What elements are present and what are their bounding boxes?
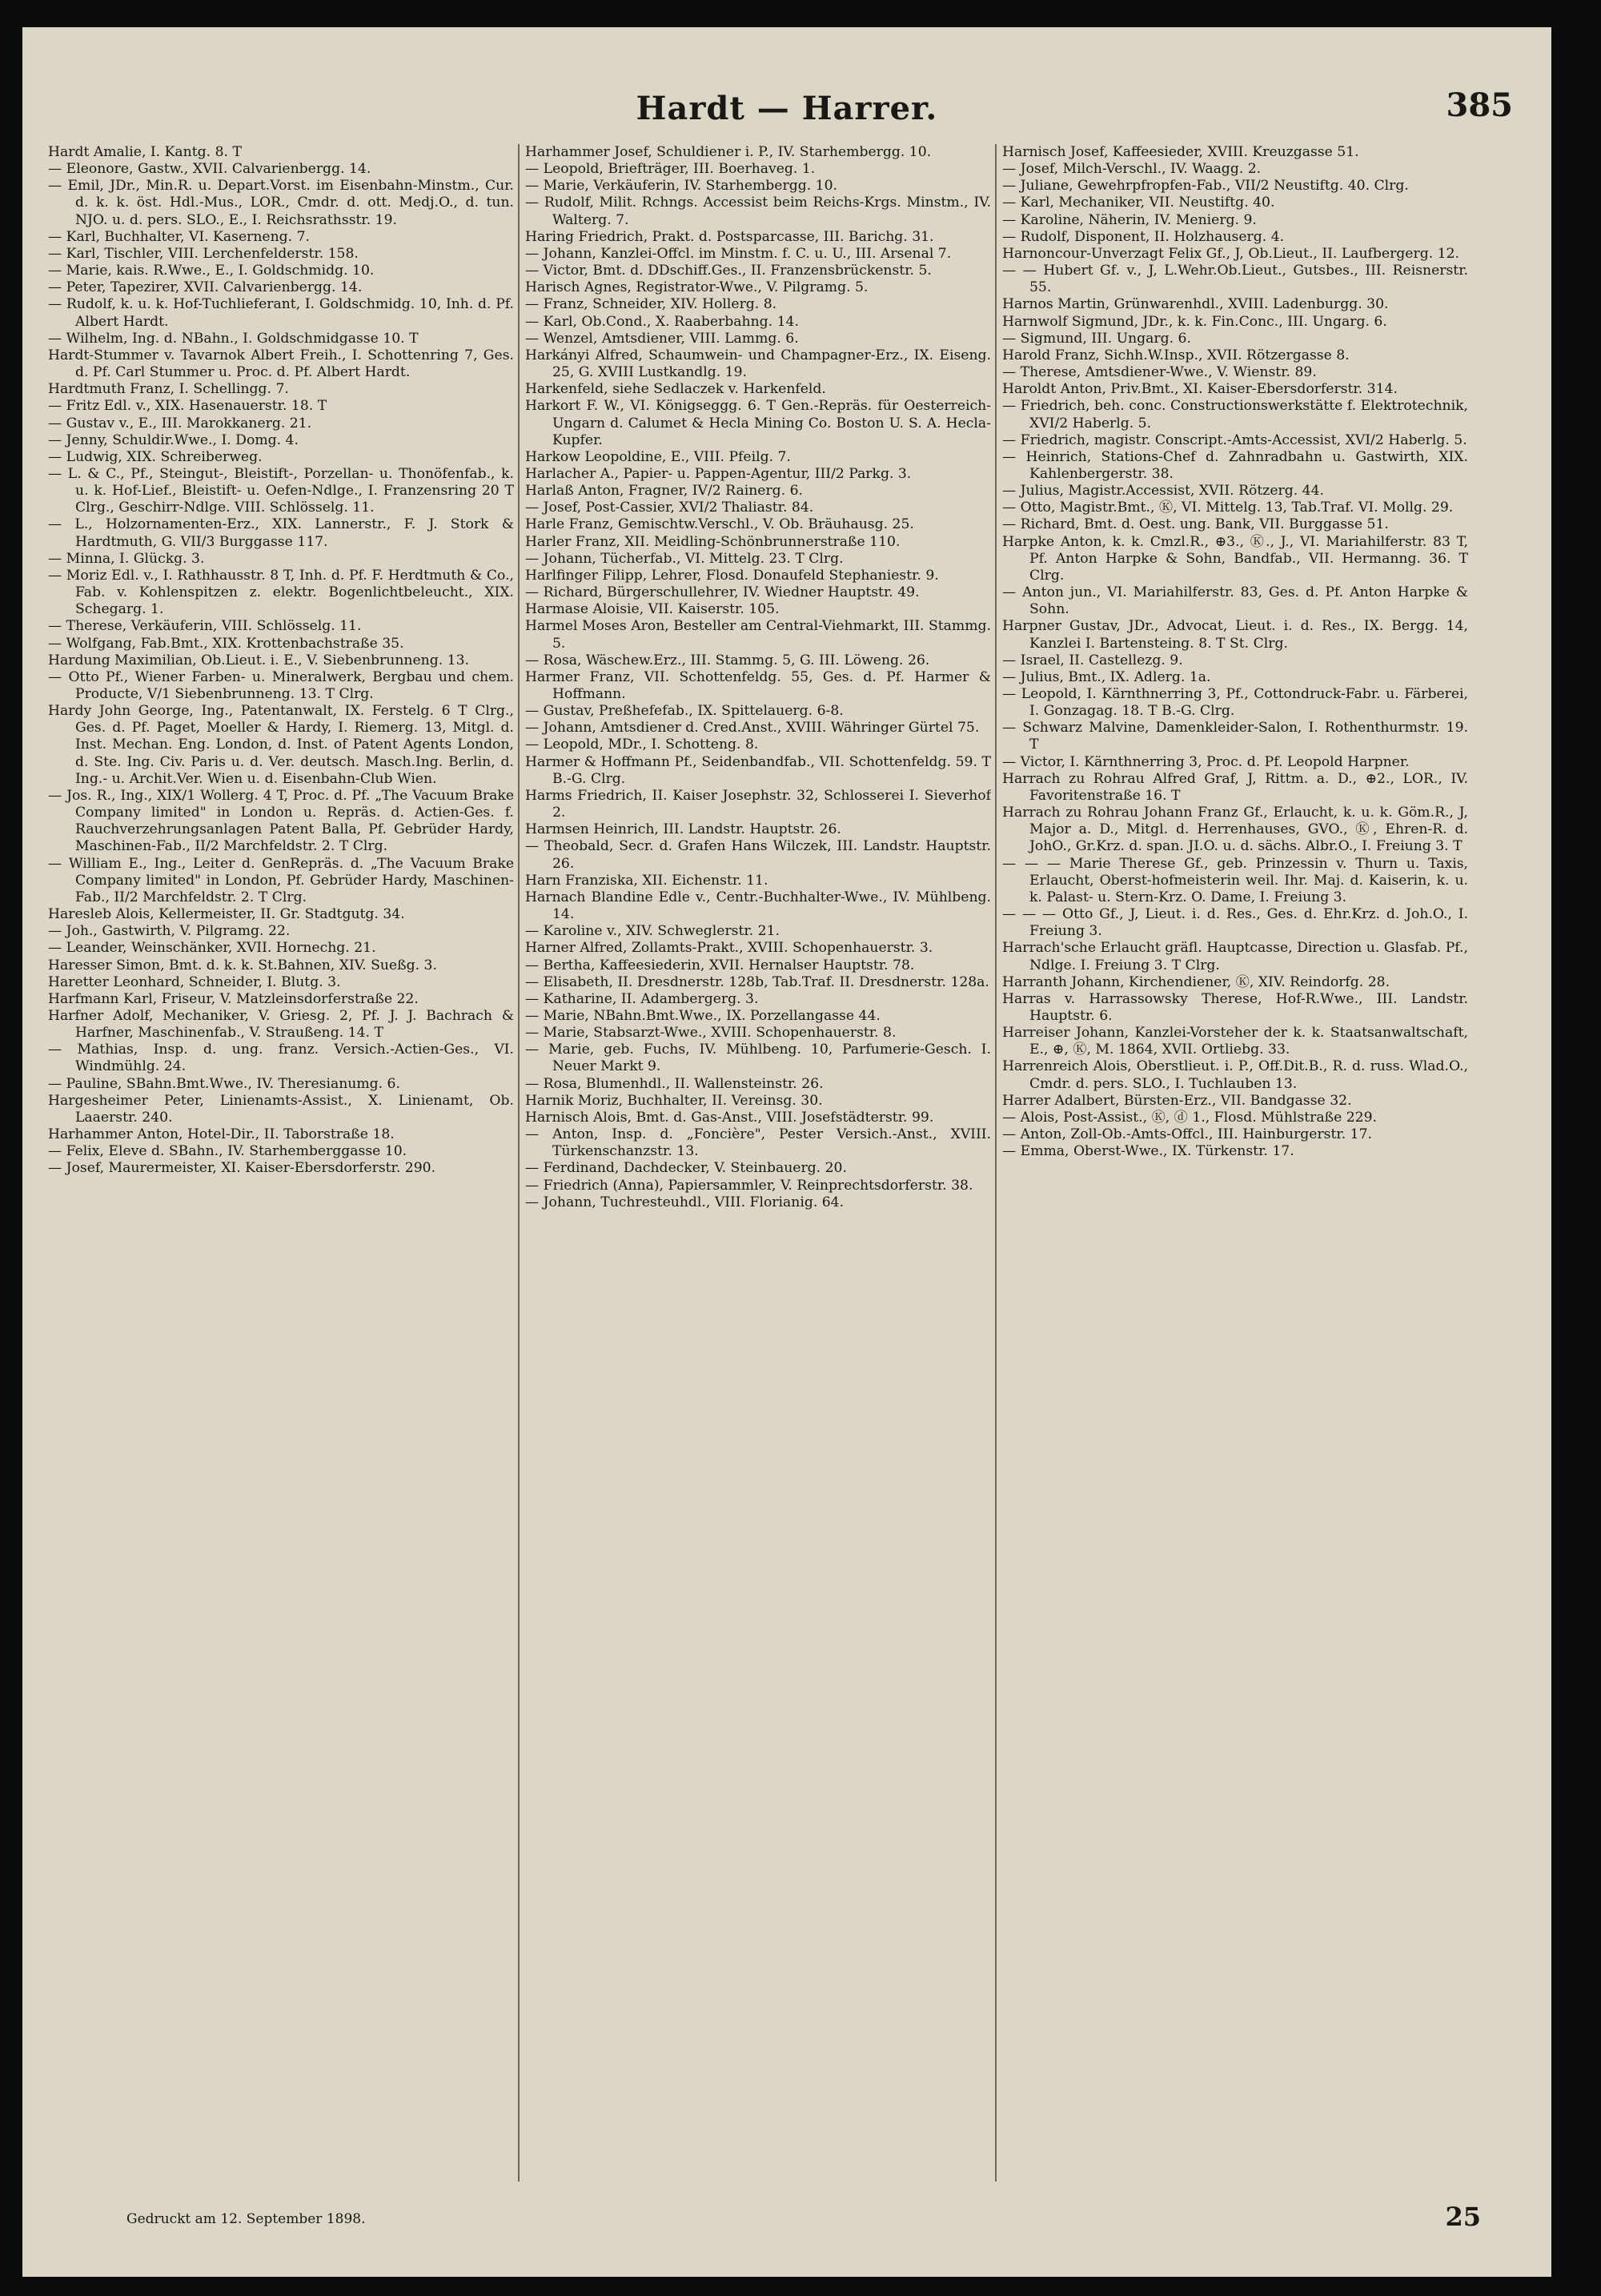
entry-text: Harmsen Heinrich, III. Landstr. Hauptstr. 26. xyxy=(525,821,841,838)
directory-entry xyxy=(48,1042,514,1075)
directory-entry xyxy=(48,331,514,347)
entry-text: — Karoline, Näherin, IV. Menierg. 9. xyxy=(1002,211,1257,228)
entry-text: — Alois, Post-Assist., Ⓚ, ⓓ 1., Flosd. Mühlstraße 229. xyxy=(1002,1109,1377,1126)
column-divider xyxy=(518,144,520,2182)
entry-text: — Schwarz Malvine, Damenkleider-Salon, I. Rothenthurmstr. 19. T xyxy=(1002,720,1468,753)
entry-text: — Victor, I. Kärnthnerring 3, Proc. d. Pf. Leopold Harpner. xyxy=(1002,753,1410,770)
entry-text: Hardy John George, Ing., Patentanwalt, IX. Ferstelg. 6 T Clrg., Ges. d. Pf. Paget, Moeller & Hardy, I. Riemerg. 13, Mitgl. d. Inst. Mechan. Eng. London, d. Inst. of Patent Agents London, d. Ste. Ing. Civ. Paris u. d. Ver. deutsch. Masch.Ing. Berlin, d. Ing.- u. Archit.Ver. Wien u. d. Eisenbahn-Club Wien. xyxy=(48,703,514,787)
directory-entry xyxy=(525,1025,991,1042)
column-left xyxy=(48,144,514,2194)
entry-text: Hargesheimer Peter, Linienamts-Assist., X. Linienamt, Ob. Laaerstr. 240. xyxy=(48,1092,514,1126)
entry-text: Harnos Martin, Grünwarenhdl., XVIII. Ladenburgg. 30. xyxy=(1002,296,1389,313)
entry-text: — Julius, Magistr.Accessist, XVII. Rötzerg. 44. xyxy=(1002,483,1324,500)
directory-entry xyxy=(1002,449,1468,483)
sheet-signature: 25 xyxy=(1445,2202,1481,2232)
directory-entry xyxy=(48,449,514,466)
entry-text: — Rudolf, Milit. Rchngs. Accessist beim Reichs-Krgs. Minstm., IV. Walterg. 7. xyxy=(525,195,991,228)
column-divider xyxy=(995,144,997,2182)
entry-text: — Anton, Insp. d. „Foncière", Pester Versich.-Anst., XVIII. Türkenschanzstr. 13. xyxy=(525,1126,991,1160)
directory-entry xyxy=(1002,296,1468,313)
page-number: 385 xyxy=(1446,86,1513,124)
entry-text: — Friedrich, beh. conc. Constructionswerkstätte f. Elektrotechnik, XVI/2 Haberlg. 5. xyxy=(1002,398,1468,432)
entry-text: — Anton, Zoll-Ob.-Amts-Offcl., III. Hainburgerstr. 17. xyxy=(1002,1126,1372,1143)
entry-text: Haresleb Alois, Kellermeister, II. Gr. Stadtgutg. 34. xyxy=(48,906,405,923)
entry-text: — Julius, Bmt., IX. Adlerg. 1a. xyxy=(1002,668,1211,685)
directory-entry xyxy=(525,246,991,263)
directory-entry xyxy=(525,449,991,466)
directory-entry xyxy=(1002,1093,1468,1110)
entry-text: — Rudolf, k. u. k. Hof-Tuchlieferant, I. Goldschmidg. 10, Inh. d. Pf. Albert Hardt. xyxy=(48,296,514,330)
entry-text: — Leopold, I. Kärnthnerring 3, Pf., Cottondruck-Fabr. u. Färberei, I. Gonzagag. 18. T B.-G. Clrg. xyxy=(1002,686,1468,720)
entry-text: — Marie, geb. Fuchs, IV. Mühlbeng. 10, Parfumerie-Gesch. I. Neuer Markt 9. xyxy=(525,1042,991,1075)
directory-entry xyxy=(525,584,991,601)
entry-text: — Marie, kais. R.Wwe., E., I. Goldschmidg. 10. xyxy=(48,263,375,279)
directory-entry xyxy=(525,940,991,957)
directory-entry xyxy=(525,1042,991,1075)
directory-entry xyxy=(525,381,991,398)
entry-text: — Leopold, Briefträger, III. Boerhaveg. 1. xyxy=(525,161,816,178)
entry-text: — Josef, Maurermeister, XI. Kaiser-Ebersdorferstr. 290. xyxy=(48,1160,436,1177)
entry-text: Harkenfeld, siehe Sedlaczek v. Harkenfeld. xyxy=(525,381,826,398)
entry-text: Hardt Amalie, I. Kantg. 8. T xyxy=(48,144,242,160)
entry-text: — Karl, Tischler, VIII. Lerchenfelderstr. 158. xyxy=(48,245,359,262)
entry-text: — Friedrich (Anna), Papiersammler, V. Reinprechtsdorferstr. 38. xyxy=(525,1177,973,1194)
directory-entry xyxy=(1002,669,1468,686)
entry-text: Hardtmuth Franz, I. Schellingg. 7. xyxy=(48,381,289,398)
directory-entry xyxy=(1002,1110,1468,1126)
entry-text: — Eleonore, Gastw., XVII. Calvarienbergg. 14. xyxy=(48,161,371,178)
entry-text: — Marie, Stabsarzt-Wwe., XVIII. Schopenhauerstr. 8. xyxy=(525,1025,897,1042)
directory-entry xyxy=(48,669,514,703)
directory-entry xyxy=(1002,1058,1468,1092)
directory-entry xyxy=(1002,364,1468,381)
entry-text: Harnisch Alois, Bmt. d. Gas-Anst., VIII. Josefstädterstr. 99. xyxy=(525,1109,934,1126)
directory-entry xyxy=(48,568,514,618)
directory-entry xyxy=(525,991,991,1008)
entry-text: — Richard, Bürgerschullehrer, IV. Wiedner Hauptstr. 49. xyxy=(525,584,920,601)
entry-text: — Felix, Eleve d. SBahn., IV. Starhemberggasse 10. xyxy=(48,1143,407,1160)
directory-entry xyxy=(525,601,991,618)
directory-entry xyxy=(525,923,991,940)
directory-entry xyxy=(525,466,991,483)
directory-page xyxy=(22,27,1551,2277)
directory-entry xyxy=(1002,686,1468,720)
directory-entry xyxy=(1002,771,1468,805)
entry-text: — Jenny, Schuldir.Wwe., I. Domg. 4. xyxy=(48,432,299,448)
directory-entry xyxy=(1002,144,1468,161)
directory-entry xyxy=(525,516,991,533)
entry-text: Harrenreich Alois, Oberstlieut. i. P., Off.Dit.B., R. d. russ. Wlad.O., Cmdr. d. pers. SLO., I. Tuchlauben 13. xyxy=(1002,1058,1468,1092)
directory-entry xyxy=(525,720,991,737)
directory-entry xyxy=(525,873,991,889)
directory-entry xyxy=(1002,398,1468,432)
directory-entry xyxy=(1002,314,1468,331)
entry-text: Haring Friedrich, Prakt. d. Postsparcasse, III. Barichg. 31. xyxy=(525,228,934,245)
directory-entry xyxy=(1002,212,1468,229)
entry-text: Harlacher A., Papier- u. Pappen-Agentur, III/2 Parkg. 3. xyxy=(525,465,912,482)
directory-entry xyxy=(1002,516,1468,533)
entry-text: Harrach zu Rohrau Alfred Graf, J, Rittm. a. D., ⊕2., LOR., IV. Favoritenstraße 16. T xyxy=(1002,770,1468,804)
directory-entry xyxy=(525,889,991,923)
directory-entry xyxy=(48,636,514,652)
directory-entry xyxy=(48,516,514,550)
directory-entry xyxy=(48,381,514,398)
directory-entry xyxy=(1002,1126,1468,1143)
entry-text: Harras v. Harrassowsky Therese, Hof-R.Wwe., III. Landstr. Hauptstr. 6. xyxy=(1002,990,1468,1024)
directory-entry xyxy=(48,1160,514,1177)
directory-entry xyxy=(1002,483,1468,500)
entry-text: — Franz, Schneider, XIV. Hollerg. 8. xyxy=(525,296,777,313)
entry-text: — Gustav v., E., III. Marokkanerg. 21. xyxy=(48,415,312,432)
printer-imprint: Gedruckt am 12. September 1898. xyxy=(126,2211,366,2227)
directory-entry xyxy=(525,1110,991,1126)
entry-text: Harle Franz, Gemischtw.Verschl., V. Ob. Bräuhausg. 25. xyxy=(525,516,914,533)
entry-text: Harmase Aloisie, VII. Kaiserstr. 105. xyxy=(525,601,780,618)
directory-entry xyxy=(1002,500,1468,516)
directory-entry xyxy=(525,788,991,821)
column-right xyxy=(1002,144,1468,2194)
directory-entry xyxy=(48,246,514,263)
directory-entry xyxy=(1002,754,1468,771)
running-head: Hardt — Harrer. xyxy=(636,90,938,127)
entry-text: — Wolfgang, Fab.Bmt., XIX. Krottenbachstraße 35. xyxy=(48,635,404,652)
entry-text: — Victor, Bmt. d. DDschiff.Ges., II. Franzensbrückenstr. 5. xyxy=(525,263,932,279)
directory-entry xyxy=(525,178,991,195)
entry-text: Harold Franz, Sichh.W.Insp., XVII. Rötzergasse 8. xyxy=(1002,347,1350,363)
directory-entry xyxy=(1002,534,1468,584)
directory-entry xyxy=(48,856,514,906)
entry-text: Hardt-Stummer v. Tavarnok Albert Freih., I. Schottenring 7, Ges. d. Pf. Carl Stummer u. Proc. d. Pf. Albert Hardt. xyxy=(48,347,514,381)
directory-entry xyxy=(48,551,514,568)
entry-text: — Karl, Mechaniker, VII. Neustiftg. 40. xyxy=(1002,195,1275,211)
directory-entry xyxy=(1002,246,1468,263)
directory-entry xyxy=(1002,1143,1468,1160)
directory-entry xyxy=(48,263,514,279)
entry-text: — Wenzel, Amtsdiener, VIII. Lammg. 6. xyxy=(525,330,799,347)
directory-entry xyxy=(525,483,991,500)
directory-entry xyxy=(1002,1025,1468,1058)
entry-text: Harranth Johann, Kirchendiener, Ⓚ, XIV. Reindorfg. 28. xyxy=(1002,973,1390,990)
directory-entry xyxy=(1002,584,1468,618)
entry-text: Haresser Simon, Bmt. d. k. k. St.Bahnen, XIV. Sueßg. 3. xyxy=(48,957,437,973)
directory-entry xyxy=(525,551,991,568)
entry-text: — Johann, Kanzlei-Offcl. im Minstm. f. C. u. U., III. Arsenal 7. xyxy=(525,245,952,262)
entry-text: — — — Otto Gf., J, Lieut. i. d. Res., Ges. d. Ehr.Krz. d. Joh.O., I. Freiung 3. xyxy=(1002,906,1468,940)
entry-text: Harner Alfred, Zollamts-Prakt., XVIII. Schopenhauerstr. 3. xyxy=(525,940,933,957)
entry-text: Harms Friedrich, II. Kaiser Josephstr. 32, Schlosserei I. Sieverhof 2. xyxy=(525,787,991,821)
directory-entry xyxy=(525,957,991,974)
directory-entry xyxy=(525,1178,991,1194)
entry-text: Harnach Blandine Edle v., Centr.-Buchhalter-Wwe., IV. Mühlbeng. 14. xyxy=(525,889,991,923)
entry-text: — Jos. R., Ing., XIX/1 Wollerg. 4 T, Proc. d. Pf. „The Vacuum Brake Company limited" in London u. Repräs. d. Actien-Ges. f. Rauchverzehrungsanlagen Patent Balla, Pf. Gebrüder Hardy, Maschinen-Fab., II/2 Marchfeldstr. 2. T Clrg. xyxy=(48,787,514,855)
entry-text: — Wilhelm, Ing. d. NBahn., I. Goldschmidgasse 10. T xyxy=(48,330,419,347)
directory-entry xyxy=(525,263,991,279)
entry-text: Harfmann Karl, Friseur, V. Matzleinsdorferstraße 22. xyxy=(48,990,419,1007)
entry-text: Harnisch Josef, Kaffeesieder, XVIII. Kreuzgasse 51. xyxy=(1002,144,1359,160)
directory-entry xyxy=(48,703,514,788)
directory-entry xyxy=(525,1194,991,1211)
directory-entry xyxy=(48,296,514,330)
entry-text: — Otto Pf., Wiener Farben- u. Mineralwerk, Bergbau und chem. Producte, V/1 Siebenbrunneng. 13. T Clrg. xyxy=(48,668,514,702)
directory-entry xyxy=(525,1008,991,1025)
entry-text: Harreiser Johann, Kanzlei-Vorsteher der k. k. Staatsanwaltschaft, E., ⊕, Ⓚ, M. 1864, XVII. Ortliebg. 33. xyxy=(1002,1025,1468,1058)
entry-text: — Marie, NBahn.Bmt.Wwe., IX. Porzellangasse 44. xyxy=(525,1007,881,1024)
entry-text: — Katharine, II. Adambergerg. 3. xyxy=(525,990,759,1007)
directory-entry xyxy=(525,296,991,313)
directory-entry xyxy=(525,1076,991,1093)
directory-entry xyxy=(1002,263,1468,296)
directory-entry xyxy=(48,940,514,957)
directory-entry xyxy=(1002,381,1468,398)
directory-entry xyxy=(48,229,514,246)
entry-text: — Ludwig, XIX. Schreiberweg. xyxy=(48,448,263,465)
entry-text: — Emma, Oberst-Wwe., IX. Türkenstr. 17. xyxy=(1002,1143,1294,1160)
directory-entry xyxy=(525,838,991,872)
entry-text: — Karl, Buchhalter, VI. Kaserneng. 7. xyxy=(48,228,310,245)
entry-text: — Fritz Edl. v., XIX. Hasenauerstr. 18. T xyxy=(48,398,327,415)
directory-entry xyxy=(525,195,991,228)
entry-text: Harisch Agnes, Registrator-Wwe., V. Pilgramg. 5. xyxy=(525,279,869,296)
entry-text: — Rudolf, Disponent, II. Holzhauserg. 4. xyxy=(1002,228,1285,245)
directory-entry xyxy=(48,652,514,669)
directory-entry xyxy=(1002,347,1468,364)
directory-entry xyxy=(48,398,514,415)
entry-text: Harrach zu Rohrau Johann Franz Gf., Erlaucht, k. u. k. Göm.R., J, Major a. D., Mitgl. d. Herrenhauses, GVO., Ⓚ, Ehren-R. d. JohO., Gr.Krz. d. span. JI.O. u. d. sächs. Albr.O., I. Freiung 3. T xyxy=(1002,805,1468,855)
directory-entry xyxy=(48,144,514,161)
directory-entry xyxy=(525,974,991,991)
directory-entry xyxy=(525,568,991,584)
entry-text: — Karl, Ob.Cond., X. Raaberbahng. 14. xyxy=(525,313,799,330)
directory-entry xyxy=(525,398,991,448)
directory-entry xyxy=(1002,229,1468,246)
entry-text: — Heinrich, Stations-Chef d. Zahnradbahn u. Gastwirth, XIX. Kahlenbergerstr. 38. xyxy=(1002,448,1468,482)
entry-text: — — — Marie Therese Gf., geb. Prinzessin v. Thurn u. Taxis, Erlaucht, Oberst-hofmeisterin weil. Ihr. Maj. d. Kaiserin, k. u. k. Palast- u. Stern-Krz. O. Dame, I. Freiung 3. xyxy=(1002,855,1468,905)
entry-text: Harrer Adalbert, Bürsten-Erz., VII. Bandgasse 32. xyxy=(1002,1092,1352,1109)
entry-text: Harlaß Anton, Fragner, IV/2 Rainerg. 6. xyxy=(525,483,804,500)
entry-text: Harmer Franz, VII. Schottenfeldg. 55, Ges. d. Pf. Harmer & Hoffmann. xyxy=(525,668,991,702)
entry-text: — L. & C., Pf., Steingut-, Bleistift-, Porzellan- u. Thonöfenfab., k. u. k. Hof-Lief., Bleistift- u. Oefen-Ndlge., I. Franzensring 20 T Clrg., Geschirr-Ndlge. VIII. Schlösselg. 11. xyxy=(48,465,514,516)
entry-text: — Minna, I. Glückg. 3. xyxy=(48,550,205,567)
directory-entry xyxy=(48,1126,514,1143)
directory-entry xyxy=(48,906,514,923)
entry-text: — Rosa, Blumenhdl., II. Wallensteinstr. 26. xyxy=(525,1075,824,1092)
directory-entry xyxy=(48,991,514,1008)
entry-text: — Theobald, Secr. d. Grafen Hans Wilczek, III. Landstr. Hauptstr. 26. xyxy=(525,838,991,872)
directory-entry xyxy=(525,331,991,347)
entry-text: Harn Franziska, XII. Eichenstr. 11. xyxy=(525,872,768,889)
entry-text: — Joh., Gastwirth, V. Pilgramg. 22. xyxy=(48,923,291,940)
entry-text: — Emil, JDr., Min.R. u. Depart.Vorst. im Eisenbahn-Minstm., Cur. d. k. k. öst. Hdl.-Mus., LOR., Cmdr. d. ott. Medj.O., d. tun. NJO. u. d. pers. SLO., E., I. Reichsrathsstr. 19. xyxy=(48,178,514,228)
directory-entry xyxy=(525,229,991,246)
directory-entry xyxy=(1002,940,1468,973)
entry-text: Harmer & Hoffmann Pf., Seidenbandfab., VII. Schottenfeldg. 59. T B.-G. Clrg. xyxy=(525,753,991,787)
entry-text: — Gustav, Preßhefefab., IX. Spittelauerg. 6-8. xyxy=(525,703,844,720)
column-middle xyxy=(525,144,991,2194)
directory-entry xyxy=(1002,974,1468,991)
entry-text: Hardung Maximilian, Ob.Lieut. i. E., V. Siebenbrunneng. 13. xyxy=(48,652,469,668)
directory-entry xyxy=(525,1160,991,1177)
directory-entry xyxy=(525,347,991,381)
entry-text: Harlfinger Filipp, Lehrer, Flosd. Donaufeld Stephaniestr. 9. xyxy=(525,567,939,584)
directory-entry xyxy=(525,821,991,838)
directory-entry xyxy=(1002,331,1468,347)
directory-entry xyxy=(48,161,514,178)
entry-text: — Johann, Tuchresteuhdl., VIII. Florianig. 64. xyxy=(525,1194,845,1210)
directory-entry xyxy=(525,618,991,652)
directory-entry xyxy=(1002,195,1468,211)
directory-entry xyxy=(525,1126,991,1160)
entry-text: — Johann, Tücherfab., VI. Mittelg. 23. T Clrg. xyxy=(525,550,844,567)
directory-entry xyxy=(525,652,991,669)
entry-text: — Otto, Magistr.Bmt., Ⓚ, VI. Mittelg. 13, Tab.Traf. VI. Mollg. 29. xyxy=(1002,500,1454,516)
directory-entry xyxy=(48,1093,514,1126)
directory-entry xyxy=(1002,856,1468,906)
entry-text: — Pauline, SBahn.Bmt.Wwe., IV. Theresianumg. 6. xyxy=(48,1075,400,1092)
entry-text: Harhammer Josef, Schuldiener i. P., IV. Starhembergg. 10. xyxy=(525,144,932,160)
entry-text: Harkow Leopoldine, E., VIII. Pfeilg. 7. xyxy=(525,448,791,465)
entry-text: — Leander, Weinschänker, XVII. Hornechg. 21. xyxy=(48,940,376,957)
directory-entry xyxy=(48,923,514,940)
directory-entry xyxy=(525,703,991,720)
directory-entry xyxy=(1002,805,1468,855)
directory-entry xyxy=(48,1143,514,1160)
directory-entry xyxy=(1002,618,1468,652)
entry-text: — Ferdinand, Dachdecker, V. Steinbauerg. 20. xyxy=(525,1160,847,1177)
entry-text: — Moriz Edl. v., I. Rathhausstr. 8 T, Inh. d. Pf. F. Herdtmuth & Co., Fab. v. Kohlenspitzen z. elektr. Bogenlichtbeleucht., XIX. Schegarg. 1. xyxy=(48,567,514,618)
directory-entry xyxy=(48,178,514,228)
entry-text: Harhammer Anton, Hotel-Dir., II. Taborstraße 18. xyxy=(48,1126,395,1143)
entry-text: — Josef, Milch-Verschl., IV. Waagg. 2. xyxy=(1002,161,1262,178)
entry-text: Harnoncour-Unverzagt Felix Gf., J, Ob.Lieut., II. Laufbergerg. 12. xyxy=(1002,245,1459,262)
entry-text: — Karoline v., XIV. Schweglerstr. 21. xyxy=(525,923,780,940)
directory-entry xyxy=(525,279,991,296)
entry-text: — Israel, II. Castellezg. 9. xyxy=(1002,652,1183,668)
entry-text: — Therese, Amtsdiener-Wwe., V. Wienstr. 89. xyxy=(1002,364,1317,381)
directory-entry xyxy=(525,1093,991,1110)
entry-text: — Elisabeth, II. Dresdnerstr. 128b, Tab.Traf. II. Dresdnerstr. 128a. xyxy=(525,973,989,990)
entry-text: — Therese, Verkäuferin, VIII. Schlösselg. 11. xyxy=(48,618,362,635)
directory-entry xyxy=(48,347,514,381)
entry-text: — Juliane, Gewehrpfropfen-Fab., VII/2 Neustiftg. 40. Clrg. xyxy=(1002,178,1409,195)
directory-entry xyxy=(1002,432,1468,449)
directory-entry xyxy=(48,618,514,635)
directory-entry xyxy=(1002,161,1468,178)
directory-entry xyxy=(48,957,514,974)
directory-entry xyxy=(525,144,991,161)
entry-text: — Anton jun., VI. Mariahilferstr. 83, Ges. d. Pf. Anton Harpke & Sohn. xyxy=(1002,584,1468,618)
directory-entry xyxy=(48,788,514,856)
directory-entry xyxy=(525,500,991,516)
entry-text: Harpner Gustav, JDr., Advocat, Lieut. i. d. Res., IX. Bergg. 14, Kanzlei I. Bartensteing. 8. T St. Clrg. xyxy=(1002,618,1468,652)
entry-text: — William E., Ing., Leiter d. GenRepräs. d. „The Vacuum Brake Company limited" in London, Pf. Gebrüder Hardy, Maschinen-Fab., II/2 Marchfeldstr. 2. T Clrg. xyxy=(48,855,514,905)
entry-text: Harkányi Alfred, Schaumwein- und Champagner-Erz., IX. Eiseng. 25, G. XVIII Lustkandlg. 19. xyxy=(525,347,991,381)
entry-text: — Bertha, Kaffeesiederin, XVII. Hernalser Hauptstr. 78. xyxy=(525,957,915,973)
entry-text: — Johann, Amtsdiener d. Cred.Anst., XVIII. Währinger Gürtel 75. xyxy=(525,720,980,737)
directory-entry xyxy=(525,754,991,788)
directory-entry xyxy=(1002,906,1468,940)
entry-text: — Friedrich, magistr. Conscript.-Amts-Accessist, XVI/2 Haberlg. 5. xyxy=(1002,432,1467,448)
entry-text: — Rosa, Wäschew.Erz., III. Stammg. 5, G. III. Löweng. 26. xyxy=(525,652,930,668)
entry-text: Harfner Adolf, Mechaniker, V. Griesg. 2, Pf. J. J. Bachrach & Harfner, Maschinenfab., V. Straußeng. 14. T xyxy=(48,1007,514,1042)
directory-entry xyxy=(1002,720,1468,753)
entry-text: Harler Franz, XII. Meidling-Schönbrunnerstraße 110. xyxy=(525,533,901,550)
directory-entry xyxy=(48,974,514,991)
directory-entry xyxy=(48,466,514,516)
entry-text: — Richard, Bmt. d. Oest. ung. Bank, VII. Burggasse 51. xyxy=(1002,516,1389,533)
entry-text: Haretter Leonhard, Schneider, I. Blutg. 3. xyxy=(48,973,341,990)
entry-text: — Peter, Tapezirer, XVII. Calvarienbergg. 14. xyxy=(48,279,363,296)
entry-text: — Sigmund, III. Ungarg. 6. xyxy=(1002,330,1191,347)
entry-text: Haroldt Anton, Priv.Bmt., XI. Kaiser-Ebersdorferstr. 314. xyxy=(1002,381,1398,398)
entry-text: Harkort F. W., VI. Königseggg. 6. T Gen.-Repräs. für Oesterreich-Ungarn d. Calumet & Hecla Mining Co. Boston U. S. A. Hecla-Kupfer. xyxy=(525,398,991,448)
directory-entry xyxy=(525,737,991,753)
entry-text: — Leopold, MDr., I. Schotteng. 8. xyxy=(525,737,759,753)
entry-text: — L., Holzornamenten-Erz., XIX. Lannerstr., F. J. Stork & Hardtmuth, G. VII/3 Burggasse 117. xyxy=(48,516,514,550)
entry-text: Harpke Anton, k. k. Cmzl.R., ⊕3., Ⓚ., J., VI. Mariahilferstr. 83 T, Pf. Anton Harpke & Sohn, Bandfab., VII. Hermanng. 36. T Clrg. xyxy=(1002,533,1468,584)
directory-entry xyxy=(525,161,991,178)
directory-entry xyxy=(48,1076,514,1093)
entry-text: Harnik Moriz, Buchhalter, II. Vereinsg. 30. xyxy=(525,1092,823,1109)
directory-entry xyxy=(48,432,514,449)
directory-entry xyxy=(525,314,991,331)
entry-text: Harnwolf Sigmund, JDr., k. k. Fin.Conc., III. Ungarg. 6. xyxy=(1002,313,1387,330)
directory-entry xyxy=(48,415,514,432)
directory-entry xyxy=(525,534,991,551)
entry-text: — Mathias, Insp. d. ung. franz. Versich.-Actien-Ges., VI. Windmühlg. 24. xyxy=(48,1042,514,1075)
entry-text: — Josef, Post-Cassier, XVI/2 Thaliastr. 84. xyxy=(525,500,814,516)
directory-entry xyxy=(1002,652,1468,669)
directory-entry xyxy=(48,279,514,296)
directory-entry xyxy=(1002,178,1468,195)
directory-entry xyxy=(1002,991,1468,1025)
entry-text: Harmel Moses Aron, Besteller am Central-Viehmarkt, III. Stammg. 5. xyxy=(525,618,991,652)
directory-entry xyxy=(48,1008,514,1042)
entry-text: Harrach'sche Erlaucht gräfl. Hauptcasse, Direction u. Glasfab. Pf., Ndlge. I. Freiung 3. T Clrg. xyxy=(1002,940,1468,973)
entry-text: — Marie, Verkäuferin, IV. Starhembergg. 10. xyxy=(525,178,837,195)
directory-entry xyxy=(525,669,991,703)
entry-text: — — Hubert Gf. v., J, L.Wehr.Ob.Lieut., Gutsbes., III. Reisnerstr. 55. xyxy=(1002,263,1468,296)
